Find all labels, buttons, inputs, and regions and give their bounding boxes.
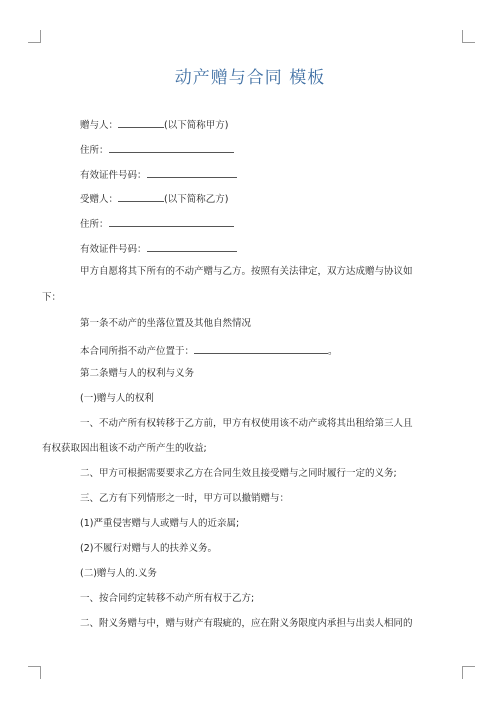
page-corner-mark [462,666,475,679]
article-2-heading: 第二条赠与人的权利与义务 [80,368,195,379]
section-2-heading: (二)赠与人的.义务 [80,568,157,579]
donee-id-blank[interactable] [147,240,237,252]
donor-line: 赠与人： (以下简称甲方) [80,116,228,133]
donee-address-line: 住所： [80,215,234,232]
donor-address-line: 住所： [80,141,234,158]
document-title: 动产赠与合同 模板 [174,68,326,88]
intro-line-1: 甲方自愿将其下所有的不动产赠与乙方。按照有关法律定，双方达成赠与协议如 [80,266,413,277]
duty-1: 一、按合同约定转移不动产所有权于乙方; [80,593,255,604]
donee-blank[interactable] [118,190,164,202]
section-1-heading: (一)赠与人的权利 [80,393,154,404]
right-3: 三、乙方有下列情形之一时，甲方可以撤销赠与： [80,493,290,504]
location-line: 本合同所指不动产位置于： 。 [80,342,338,359]
right-3-item-1: (1)严重侵害赠与人或赠与人的近亲属; [80,518,240,529]
donee-id-line: 有效证件号码： [80,240,237,257]
donor-id-line: 有效证件号码： [80,166,237,183]
page-corner-mark [28,666,41,679]
article-1-heading: 第一条不动产的坐落位置及其他自然情况 [80,318,252,329]
page-corner-mark [28,30,41,43]
right-2: 二、甲方可根据需要要求乙方在合同生效且接受赠与之同时履行一定的义务; [80,468,397,479]
donee-address-blank[interactable] [109,215,234,227]
donor-id-blank[interactable] [147,166,237,178]
intro-line-2: 下： [42,292,62,303]
right-1-line-2: 有权获取因出租该不动产所产生的收益; [42,443,207,454]
donor-blank[interactable] [118,116,164,128]
right-1-line-1: 一、不动产所有权转移于乙方前，甲方有权使用该不动产或将其出租给第三人且 [80,418,413,429]
donee-line: 受赠人： (以下简称乙方) [80,190,228,207]
right-3-item-2: (2)不履行对赠与人的扶养义务。 [80,543,217,554]
donor-address-blank[interactable] [109,141,234,153]
page-corner-mark [462,30,475,43]
location-blank[interactable] [194,342,328,354]
duty-2: 二、附义务赠与中，赠与财产有瑕疵的，应在附义务限度内承担与出卖人相同的 [80,618,413,629]
